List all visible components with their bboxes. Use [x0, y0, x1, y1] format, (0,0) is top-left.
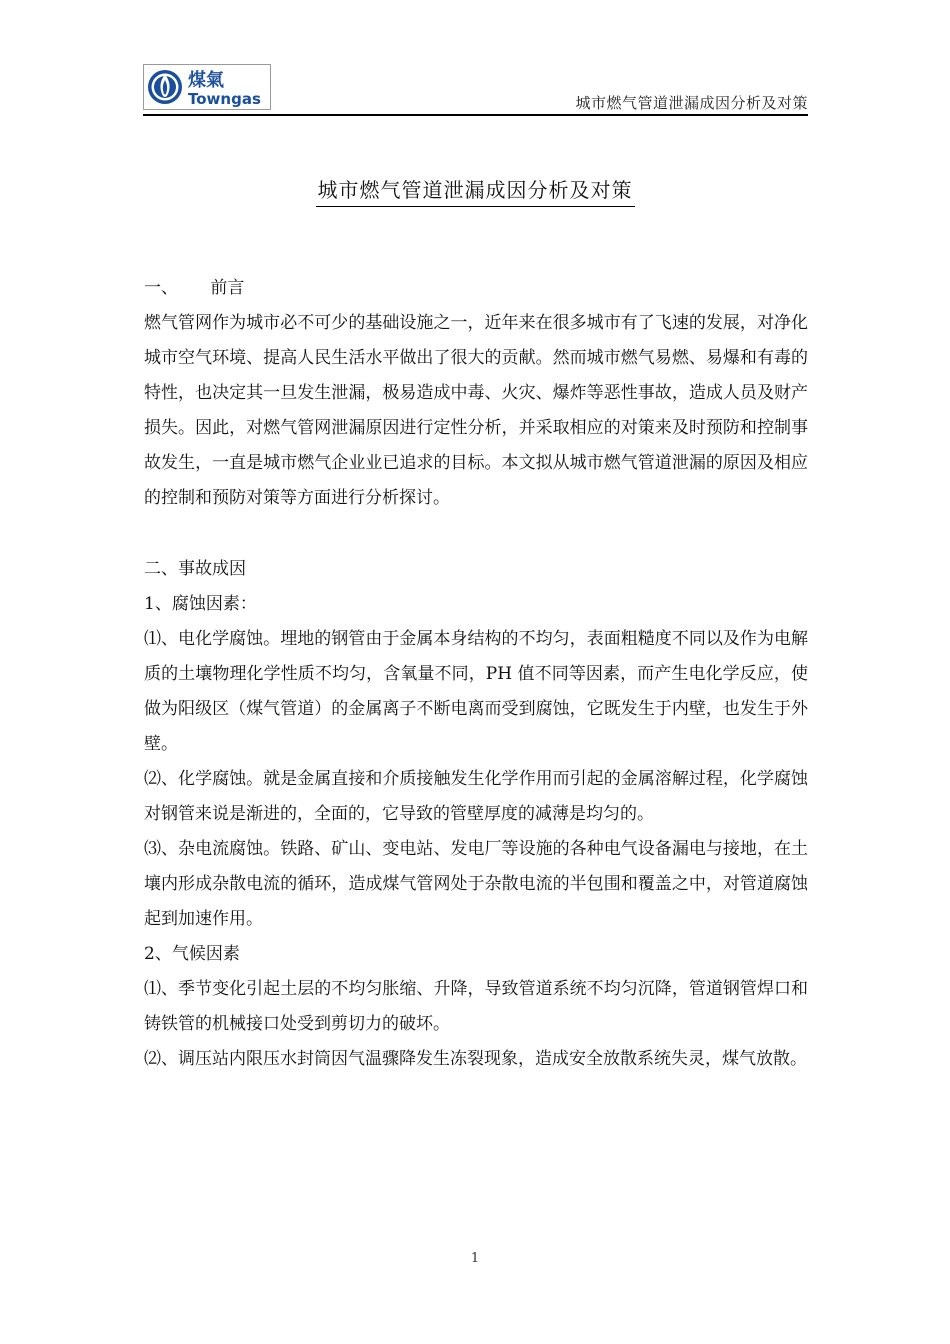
towngas-flame-icon: [144, 65, 270, 109]
list-item: ⑴、季节变化引起土层的不均匀胀缩、升降，导致管道系统不均匀沉降，管道钢管焊口和铸铁管的机械接口处受到剪切力的破坏。: [144, 979, 808, 1034]
svg-text:Towngas: Towngas: [188, 90, 261, 108]
section-heading-causes: 二、事故成因: [144, 559, 246, 579]
preface-paragraph: 燃气管网作为城市必不可少的基础设施之一，近年来在很多城市有了飞速的发展，对净化城市空气环境、提高人民生活水平做出了很大的贡献。然而城市燃气易燃、易爆和有毒的特性，也决定其一旦发生泄漏，极易造成中毒、火灾、爆炸等恶性事故，造成人员及财产损失。因此，对燃气管网泄漏原因进行定性分析，并采取相应的对策来及时预防和控制事故发生，一直是城市燃气企业业已追求的目标。本文拟从城市燃气管道泄漏的原因及相应的控制和预防对策等方面进行分析探讨。: [144, 313, 808, 508]
document-title-text: 城市燃气管道泄漏成因分析及对策: [316, 174, 635, 207]
towngas-logo: [143, 64, 271, 110]
svg-text:煤氣: 煤氣: [188, 70, 224, 91]
document-body: [144, 271, 808, 1077]
running-header-title: 城市燃气管道泄漏成因分析及对策: [575, 94, 808, 112]
page-header: [143, 64, 808, 116]
section-heading-preface: 一、 前言: [144, 278, 245, 298]
list-item: ⑵、调压站内限压水封筒因气温骤降发生冻裂现象，造成安全放散系统失灵，煤气放散。: [144, 1049, 807, 1069]
subsection-heading-corrosion: 1、腐蚀因素：: [144, 594, 257, 614]
section-spacer: [144, 516, 808, 552]
subsection-heading-climate: 2、气候因素: [144, 944, 240, 964]
header-divider: [143, 114, 808, 116]
list-item: ⑶、杂电流腐蚀。铁路、矿山、变电站、发电厂等设施的各种电气设备漏电与接地，在土壤内形成杂散电流的循环，造成煤气管网处于杂散电流的半包围和覆盖之中，对管道腐蚀起到加速作用。: [144, 839, 808, 929]
list-item: ⑵、化学腐蚀。就是金属直接和介质接触发生化学作用而引起的金属溶解过程，化学腐蚀对钢管来说是渐进的，全面的，它导致的管壁厚度的减薄是均匀的。: [144, 769, 808, 824]
document-title: [0, 174, 950, 207]
list-item: ⑴、电化学腐蚀。埋地的钢管由于金属本身结构的不均匀，表面粗糙度不同以及作为电解质的土壤物理化学性质不均匀，含氧量不同，PH 值不同等因素，而产生电化学反应，使做为阳级区（煤气管道）的金属离子不断电离而受到腐蚀，它既发生于内壁，也发生于外壁。: [144, 629, 808, 754]
page-number: 1: [470, 1251, 480, 1266]
